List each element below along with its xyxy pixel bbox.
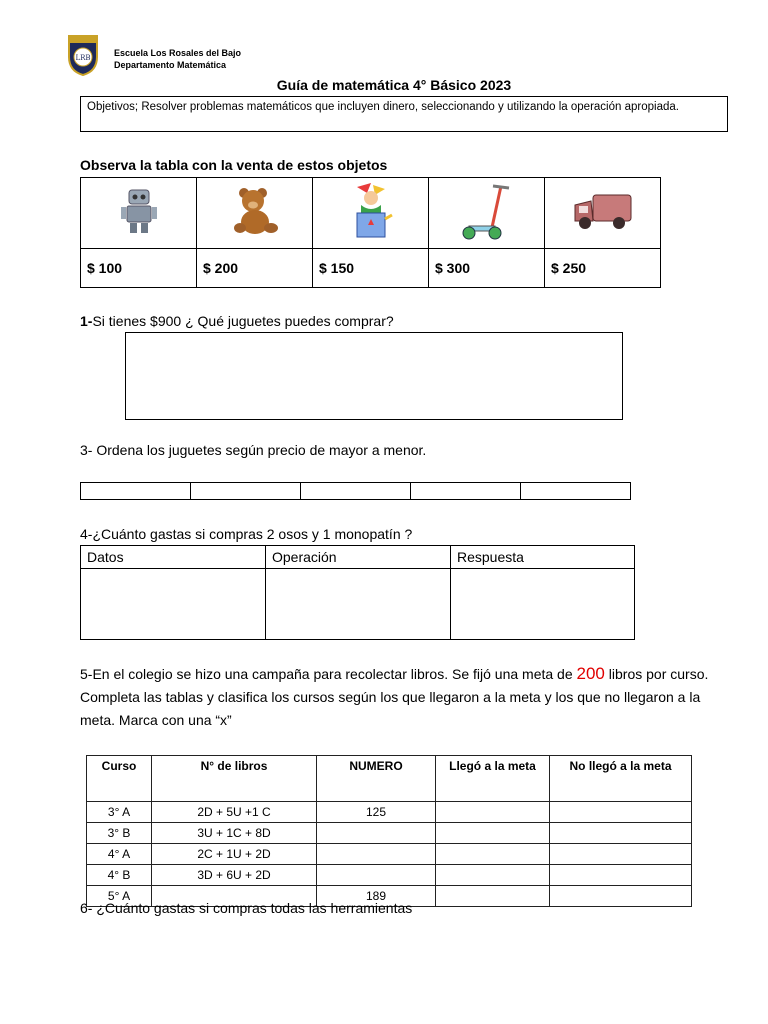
numero-cell[interactable] [317,823,436,844]
header-no-llego: No llegó a la meta [550,756,692,802]
answer-cell[interactable] [521,483,631,500]
data-operation-answer-table [80,545,635,640]
no-llego-cell[interactable] [550,823,692,844]
libros-cell: 2C + 1U + 2D [152,844,317,865]
toy-price: $ 300 [429,249,545,288]
jack-in-the-box-icon [349,183,393,239]
header-datos: Datos [81,546,266,569]
libros-cell: 2D + 5U +1 C [152,802,317,823]
llego-cell[interactable] [436,802,550,823]
toy-cell [429,178,545,249]
libros-cell: 3D + 6U + 2D [152,865,317,886]
header-numero: NUMERO [317,756,436,802]
table-row [87,823,692,844]
objective-box: Objetivos; Resolver problemas matemáticos que incluyen dinero, seleccionando y utilizando la operación apropiada. [80,96,728,132]
numero-cell[interactable] [317,865,436,886]
toy-price: $ 200 [197,249,313,288]
table-row [87,844,692,865]
toy-price-table [80,177,661,288]
header-libros: N° de libros [152,756,317,802]
toy-truck-icon [571,189,635,233]
question-3: 3- Ordena los juguetes según precio de mayor a menor. [80,442,427,458]
question-1: 1-Si tienes $900 ¿ Qué juguetes puedes comprar? [80,313,394,329]
curso-cell: 3° B [87,823,152,844]
no-llego-cell[interactable] [550,844,692,865]
toy-cell [197,178,313,249]
header-curso: Curso [87,756,152,802]
curso-cell: 5° A [87,886,152,907]
no-llego-cell[interactable] [550,802,692,823]
section-heading: Observa la tabla con la venta de estos objetos [80,157,388,173]
respuesta-cell[interactable] [451,569,635,640]
llego-cell[interactable] [436,823,550,844]
scooter-icon [459,180,515,242]
question-5: 5-En el colegio se hizo una campaña para recolectar libros. Se fijó una meta de 200 libros por curso. Completa las tablas y clasifica los cursos según los que llegaron a la meta y los que no llegaron a la meta. Marca con una “x” [80,664,709,728]
toy-price: $ 250 [545,249,661,288]
header-operacion: Operación [266,546,451,569]
llego-cell[interactable] [436,865,550,886]
toy-cell [81,178,197,249]
header-respuesta: Respuesta [451,546,635,569]
curso-cell: 4° B [87,865,152,886]
no-llego-cell[interactable] [550,886,692,907]
curso-cell: 4° A [87,844,152,865]
llego-cell[interactable] [436,886,550,907]
answer-cell[interactable] [411,483,521,500]
school-name: Escuela Los Rosales del Bajo [114,48,242,58]
table-row [87,802,692,823]
robot-icon [119,186,159,236]
no-llego-cell[interactable] [550,865,692,886]
page-title: Guía de matemática 4° Básico 2023 [276,77,512,93]
table-row [87,865,692,886]
numero-cell[interactable]: 125 [317,802,436,823]
libros-cell: 3U + 1C + 8D [152,823,317,844]
header-llego: Llegó a la meta [436,756,550,802]
svg-text:LRB: LRB [75,54,91,62]
toy-price: $ 100 [81,249,197,288]
department-name: Departamento Matemática [114,60,227,70]
toy-price: $ 150 [313,249,429,288]
toy-cell [313,178,429,249]
curso-cell: 3° A [87,802,152,823]
answer-cell[interactable] [81,483,191,500]
school-logo [66,33,100,82]
operacion-cell[interactable] [266,569,451,640]
datos-cell[interactable] [81,569,266,640]
toy-cell [545,178,661,249]
teddy-bear-icon [231,186,279,236]
goal-number: 200 [576,664,605,683]
order-answer-row[interactable] [80,482,631,500]
numero-cell[interactable] [317,844,436,865]
answer-cell[interactable] [301,483,411,500]
question-6: 6- ¿Cuánto gastas si compras todas las herramientas [80,900,413,916]
books-table [86,755,692,907]
numero-cell[interactable]: 189 [317,886,436,907]
answer-cell[interactable] [191,483,301,500]
llego-cell[interactable] [436,844,550,865]
answer-box-1[interactable] [125,332,623,420]
question-4: 4-¿Cuánto gastas si compras 2 osos y 1 monopatín ? [80,526,413,542]
